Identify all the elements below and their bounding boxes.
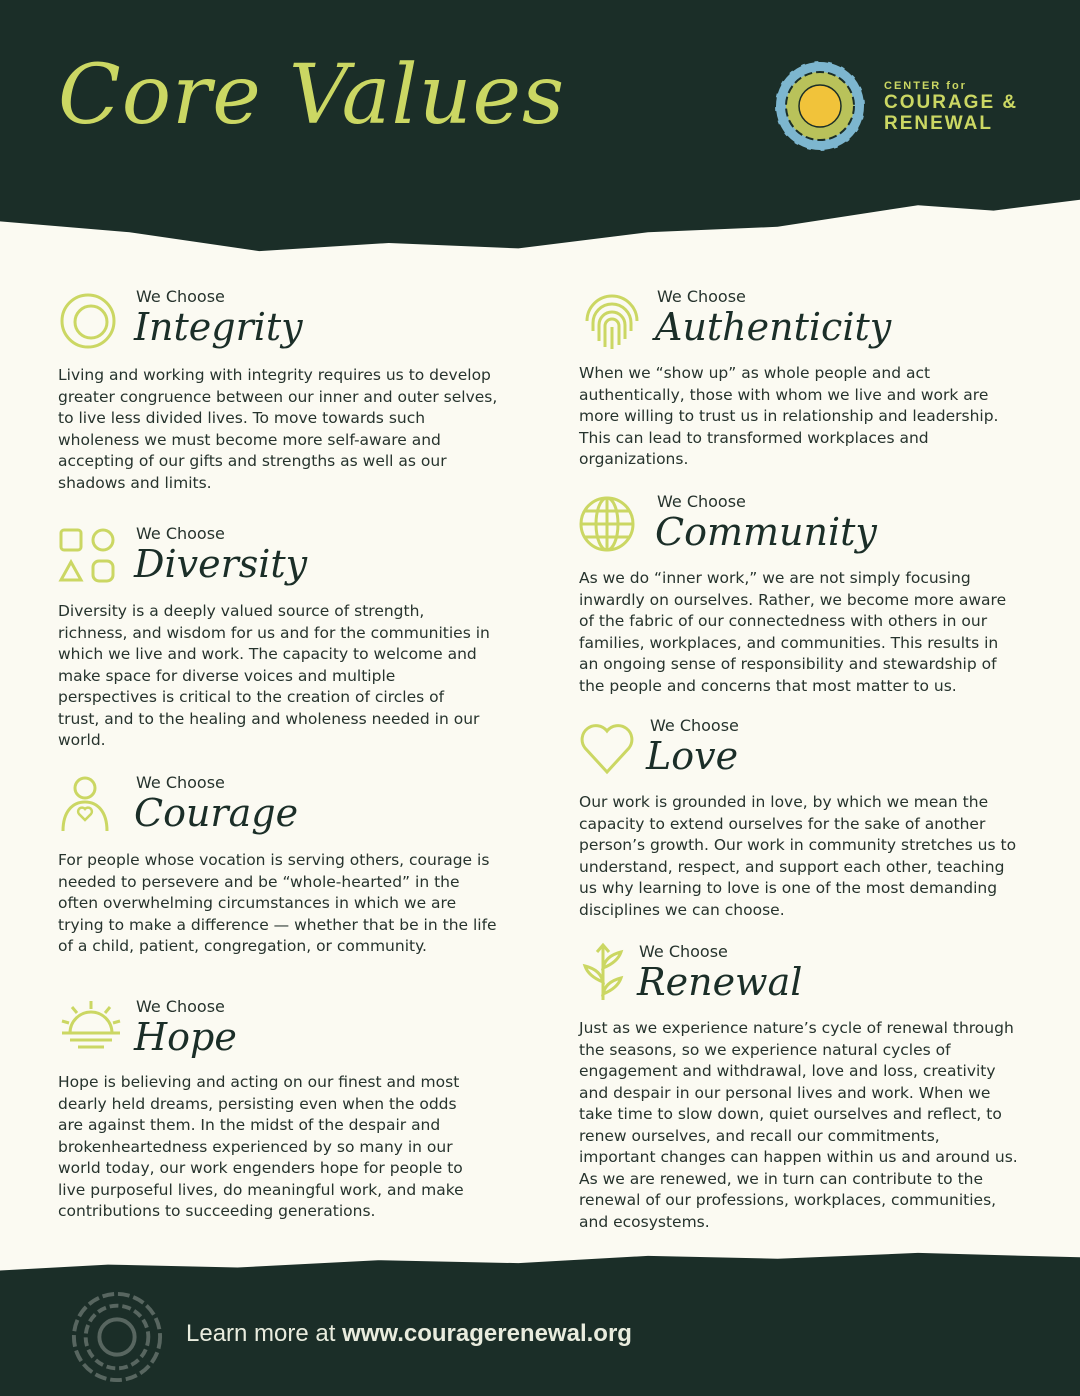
page-title: Core Values [58, 48, 566, 143]
kicker-label: We Choose [650, 716, 739, 735]
logo-wordmark: CENTER for COURAGE & RENEWAL [884, 80, 1019, 134]
value-body: As we do “inner work,” we are not simply focusing inwardly on ourselves. Rather, we become more aware of the fabric of our connectedness with others in our families, workplaces, and communities. This results in an ongoing sense of responsibility and stewardship of the people and concerns that most matter to us. [579, 569, 1007, 695]
value-love [579, 716, 1029, 926]
value-body: For people whose vocation is serving others, courage is needed to persevere and be “whole-hearted” in the often overwhelming circumstances in which we are trying to make a difference — whether that be in the life of a child, patient, congregation, or community. [58, 851, 497, 955]
value-title: Integrity [134, 305, 303, 349]
kicker-label: We Choose [639, 942, 728, 961]
person-heart-icon [58, 775, 124, 841]
heart-icon [579, 718, 645, 784]
center-logo-icon [772, 58, 868, 154]
value-title: Community [655, 510, 877, 554]
value-body: Living and working with integrity requires us to develop greater congruence between our inner and outer selves, to live less divided lives. To move towards such wholeness we must become more self-aware and accepting of our gifts and strengths as well as our shadows and limits. [58, 366, 498, 492]
value-renewal [579, 942, 1029, 1242]
ring-icon [58, 291, 124, 357]
footer-prefix: Learn more at [186, 1320, 343, 1347]
value-title: Hope [134, 1015, 237, 1059]
globe-icon [579, 494, 645, 560]
value-body: Just as we experience nature’s cycle of renewal through the seasons, so we experience natural cycles of engagement and withdrawal, love and loss, creativity and despair in our personal lives and work. When we take time to slow down, quiet ourselves and reflect, to renew ourselves, and recall our commitments, important changes can happen within us and around us. As we are renewed, we in turn can contribute to the renewal of our professions, workplaces, communities, and ecosystems. [579, 1019, 1018, 1231]
value-authenticity [579, 287, 1029, 477]
value-body: Hope is believing and acting on our finest and most dearly held dreams, persisting even when the odds are against them. In the midst of the despair and brokenheartedness experienced by so many in our world today, our work engenders hope for people to live purposeful lives, do meaningful work, and make contributions to succeeding generations. [58, 1073, 464, 1220]
value-body: Diversity is a deeply valued source of strength, richness, and wisdom for us and for the communities in which we live and work. The capacity to welcome and make space for diverse voices and multiple perspectives is critical to the creation of circles of trust, and to the healing and wholeness needed in our world. [58, 602, 490, 749]
kicker-label: We Choose [657, 287, 746, 306]
footer-logo-icon [70, 1290, 164, 1384]
kicker-label: We Choose [136, 287, 225, 306]
value-title: Authenticity [655, 305, 892, 349]
kicker-label: We Choose [136, 773, 225, 792]
value-title: Love [646, 734, 739, 778]
shapes-icon [58, 528, 124, 594]
kicker-label: We Choose [657, 492, 746, 511]
value-integrity [58, 287, 508, 497]
sunrise-icon [58, 997, 124, 1063]
value-title: Diversity [134, 542, 308, 586]
value-hope [58, 997, 508, 1227]
footer-cta [186, 1320, 632, 1348]
kicker-label: We Choose [136, 997, 225, 1016]
value-body: When we “show up” as whole people and act authentically, those with whom we live and work are more willing to trust us in relationship and leadership. This can lead to transformed workplaces and organizations. [579, 364, 999, 468]
kicker-label: We Choose [136, 524, 225, 543]
value-body: Our work is grounded in love, by which we mean the capacity to extend ourselves for the sake of another person’s growth. Our work in community stretches us to understand, respect, and support each other, teaching us why learning to love is one of the most demanding disciplines we can choose. [579, 793, 1017, 919]
value-courage [58, 773, 508, 983]
value-diversity [58, 524, 508, 754]
value-title: Courage [134, 791, 299, 835]
website-link[interactable]: www.couragerenewal.org [342, 1320, 632, 1347]
value-title: Renewal [637, 960, 803, 1004]
value-community [579, 492, 1029, 702]
fingerprint-icon [579, 291, 645, 357]
leaf-sprout-icon [579, 942, 645, 1008]
